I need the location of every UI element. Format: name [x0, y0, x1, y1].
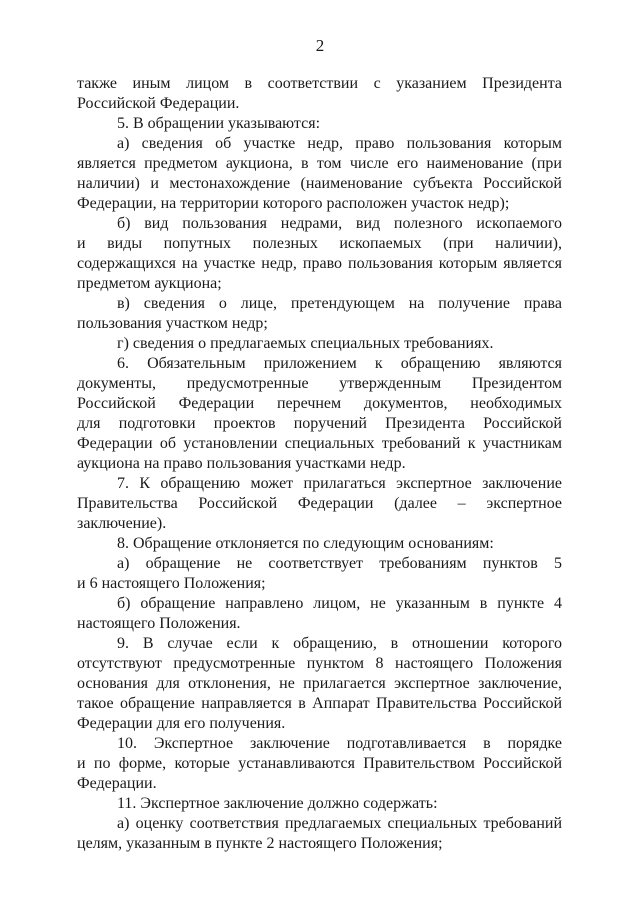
text-line: Федерации, на территории которого расположен участок недр); [77, 195, 510, 212]
text-line: Российской Федерации. [77, 95, 240, 112]
text-line: а) оценку соответствия предлагаемых специальных требований [117, 815, 562, 832]
text-line: настоящего Положения. [77, 615, 241, 632]
text-line: 6. Обязательным приложением к обращению являются [117, 355, 562, 372]
text-line: 5. В обращении указываются: [117, 115, 321, 132]
text-line: Федерации об установлении специальных требований к участникам [77, 435, 562, 452]
text-line: 9. В случае если к обращению, в отношении которого [117, 635, 562, 652]
text-line: Российской Федерации перечнем документов, необходимых [77, 395, 562, 412]
text-line: пользования участком недр; [77, 315, 268, 332]
text-line: 10. Экспертное заключение подготавливается в порядке [117, 735, 562, 752]
text-line: и виды попутных полезных ископаемых (при наличии), [77, 235, 562, 252]
text-line: Правительства Российской Федерации (далее – экспертное [77, 495, 562, 512]
text-line: также иным лицом в соответствии с указанием Президента [77, 75, 562, 92]
text-line: наличии) и местонахождение (наименование субъекта Российской [77, 175, 562, 192]
text-line: целям, указанным в пункте 2 настоящего Положения; [77, 835, 443, 852]
text-line: документы, предусмотренные утвержденным Президентом [77, 375, 562, 392]
text-line: аукциона на право пользования участками недр. [77, 455, 406, 472]
text-line: и 6 настоящего Положения; [77, 575, 266, 592]
text-line: и по форме, которые устанавливаются Правительством Российской [77, 755, 562, 772]
text-line: 11. Экспертное заключение должно содержать: [117, 795, 438, 812]
text-line: основания для отклонения, не прилагается экспертное заключение, [77, 675, 562, 692]
text-line: предметом аукциона; [77, 275, 222, 292]
text-line: г) сведения о предлагаемых специальных требованиях. [117, 335, 494, 352]
text-line: является предметом аукциона, в том числе его наименование (при [77, 155, 562, 172]
text-line: б) вид пользования недрами, вид полезного ископаемого [117, 215, 562, 232]
text-line: содержащихся на участке недр, право пользования которым является [77, 255, 562, 272]
text-line: а) обращение не соответствует требованиям пунктов 5 [117, 555, 562, 572]
text-line: 7. К обращению может прилагаться экспертное заключение [117, 475, 562, 492]
text-line: Федерации для его получения. [77, 715, 286, 732]
text-line: Федерации. [77, 775, 157, 792]
text-line: заключение). [77, 515, 167, 532]
text-line: для подготовки проектов поручений Президента Российской [77, 415, 562, 432]
text-line: б) обращение направлено лицом, не указанным в пункте 4 [117, 595, 562, 612]
text-line: а) сведения об участке недр, право пользования которым [117, 135, 562, 152]
text-line: 8. Обращение отклоняется по следующим основаниям: [117, 535, 494, 552]
text-line: в) сведения о лице, претендующем на получение права [117, 295, 562, 312]
page-number: 2 [315, 36, 325, 55]
text-line: такое обращение направляется в Аппарат Правительства Российской [77, 695, 562, 712]
text-line: отсутствуют предусмотренные пунктом 8 настоящего Положения [77, 655, 562, 672]
